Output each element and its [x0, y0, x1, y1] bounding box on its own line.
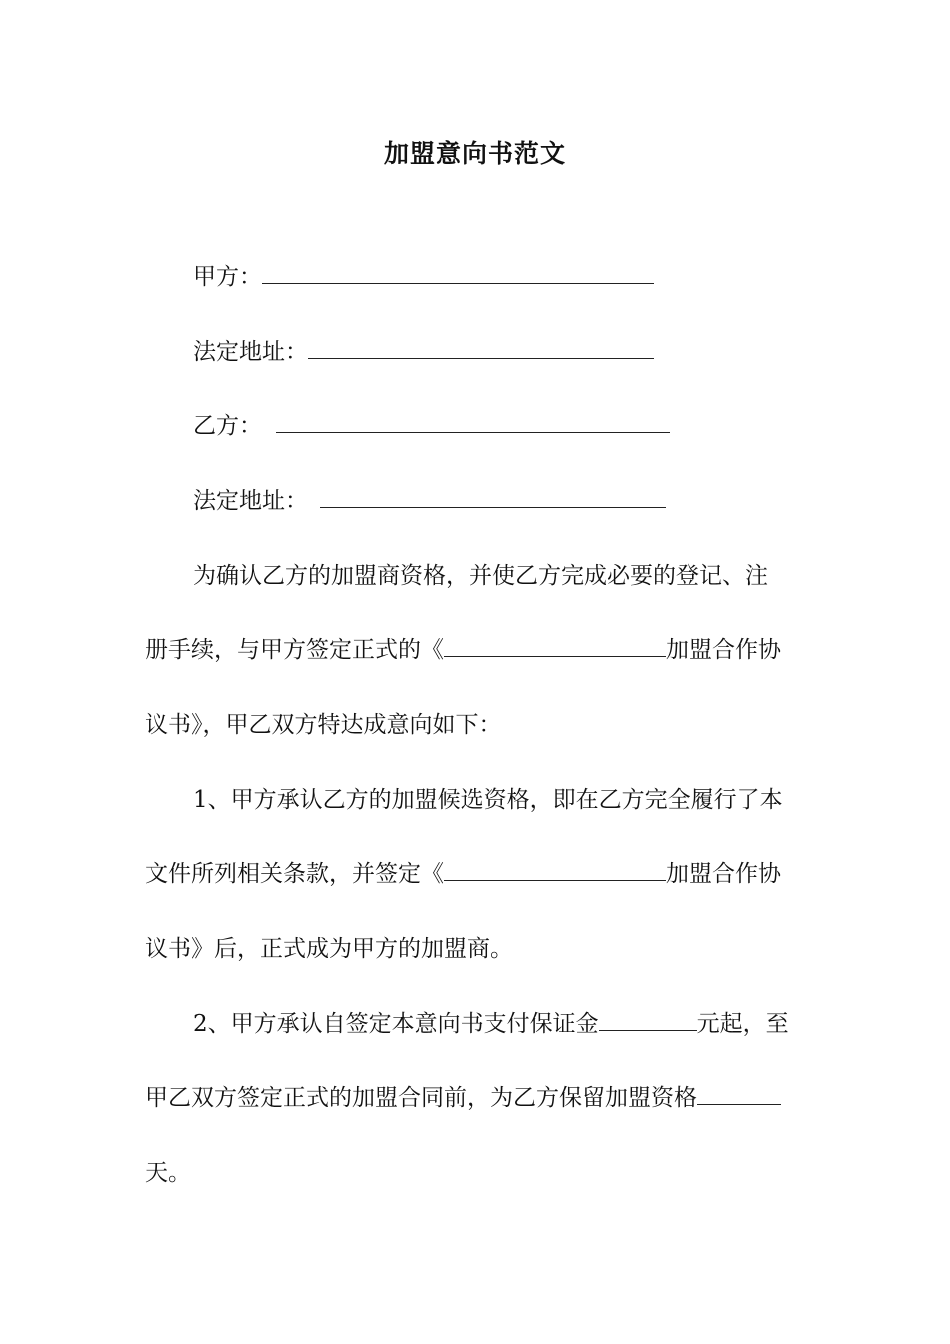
- address-a-blank[interactable]: [308, 338, 654, 359]
- party-a-row: [193, 262, 654, 292]
- deposit-amount-blank[interactable]: [599, 1010, 697, 1031]
- address-a-row: [193, 337, 654, 367]
- party-b-row: [193, 411, 670, 441]
- intro-line-2-post: 加盟合作协: [666, 637, 781, 663]
- intro-line-3: 议书》，甲乙双方特达成意向如下：: [145, 712, 502, 738]
- clause1-line-2-post: 加盟合作协: [666, 861, 781, 887]
- intro-line-1: 为确认乙方的加盟商资格，并使乙方完成必要的登记、注: [193, 563, 768, 589]
- clause2-line-1: [193, 1009, 789, 1039]
- clause2-line-3: 天。: [145, 1160, 191, 1186]
- clause1-line-2-pre: 文件所列相关条款，并签定《: [145, 861, 444, 887]
- party-b-blank[interactable]: [276, 412, 670, 433]
- intro-line-2-pre: 册手续，与甲方签定正式的《: [145, 637, 444, 663]
- clause1-line-1: 1、甲方承认乙方的加盟候选资格，即在乙方完全履行了本: [193, 787, 783, 813]
- address-b-label: 法定地址：: [193, 488, 308, 514]
- reserve-days-blank[interactable]: [697, 1084, 781, 1105]
- agreement-name-blank-1[interactable]: [444, 636, 666, 657]
- clause2-line-2: [145, 1083, 781, 1113]
- document-title: 加盟意向书范文: [383, 139, 566, 168]
- intro-line-2: [145, 635, 781, 665]
- address-a-label: 法定地址：: [193, 339, 308, 365]
- party-a-label: 甲方：: [193, 264, 262, 290]
- clause2-line-1-post: 元起，至: [696, 1011, 789, 1037]
- clause2-line-1-pre: 2、甲方承认自签定本意向书支付保证金: [193, 1011, 599, 1037]
- clause1-line-3: 议书》后，正式成为甲方的加盟商。: [145, 936, 513, 962]
- agreement-name-blank-2[interactable]: [444, 860, 666, 881]
- clause1-line-2: [145, 859, 781, 889]
- party-a-blank[interactable]: [262, 263, 654, 284]
- party-b-label: 乙方：: [193, 413, 262, 439]
- address-b-blank[interactable]: [320, 487, 666, 508]
- address-b-row: [193, 486, 666, 516]
- clause2-line-2-pre: 甲乙双方签定正式的加盟合同前，为乙方保留加盟资格: [145, 1085, 697, 1111]
